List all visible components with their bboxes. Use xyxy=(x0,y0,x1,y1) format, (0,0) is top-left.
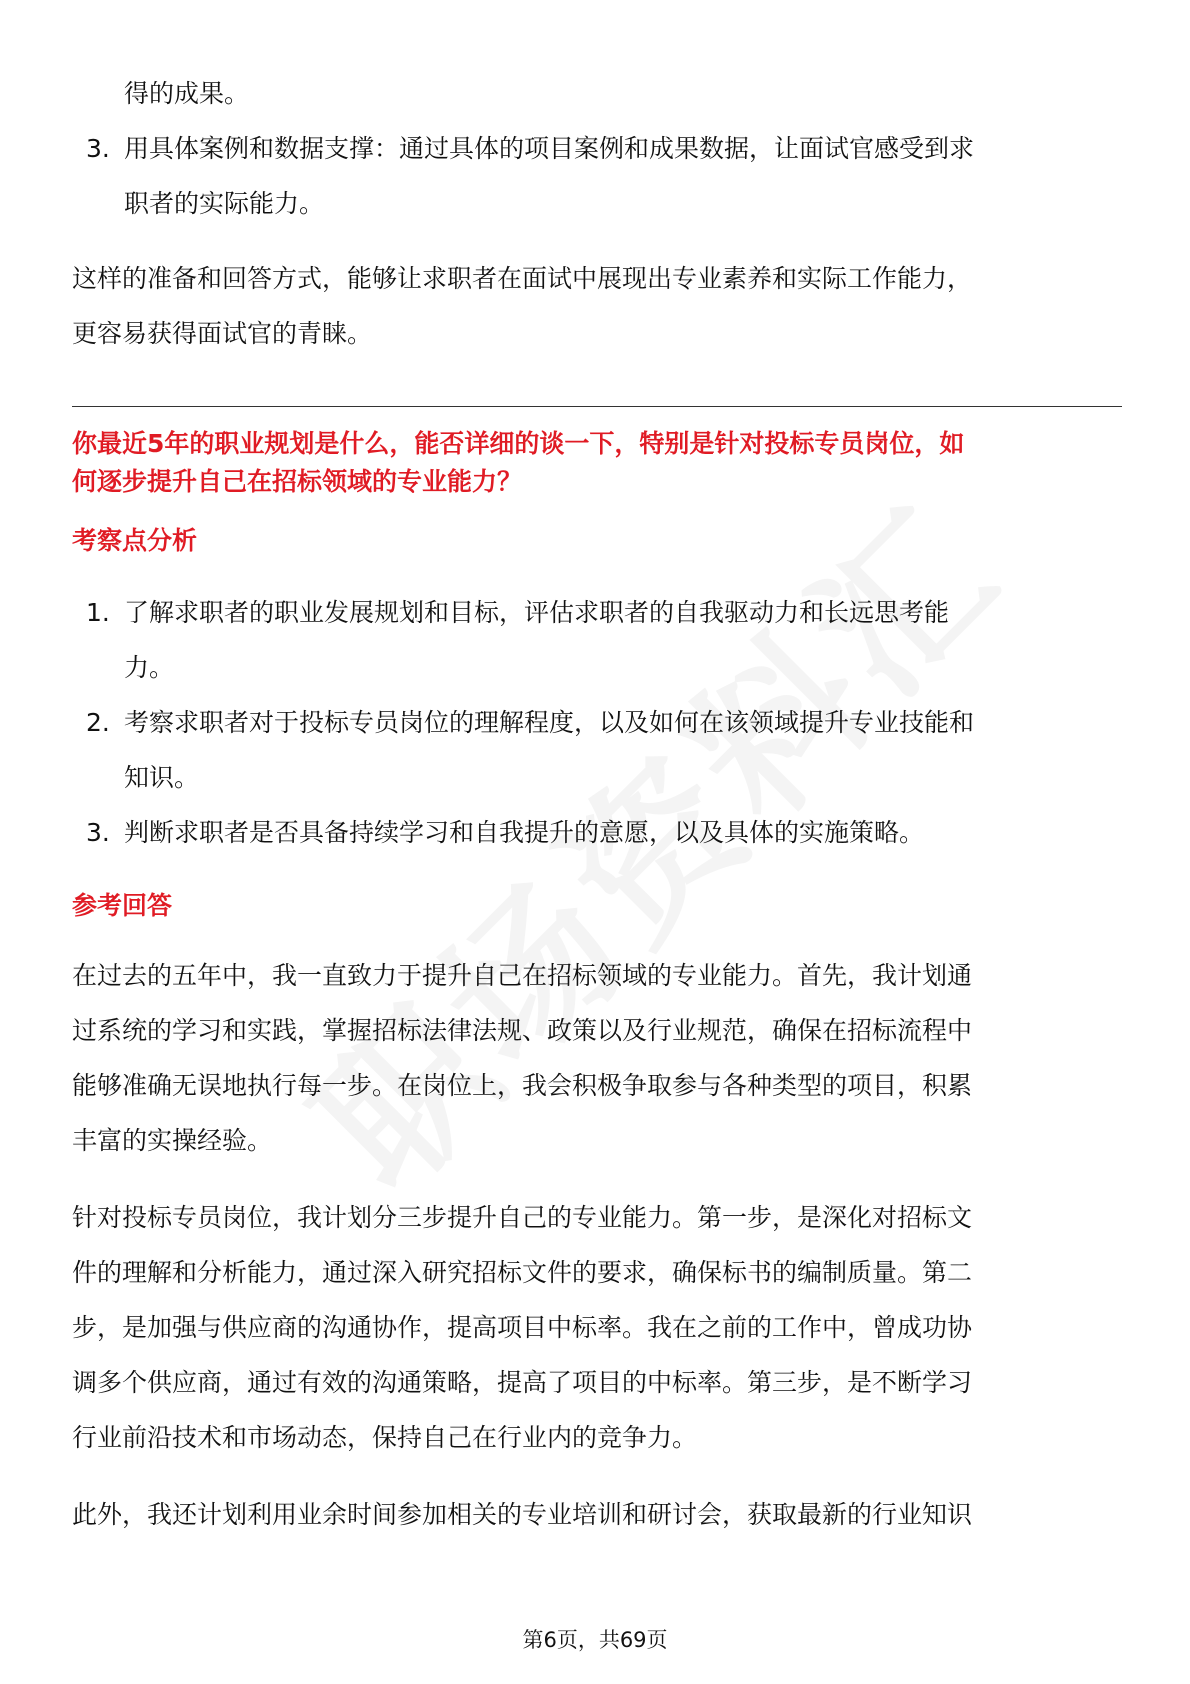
list-text: 判断求职者是否具备持续学习和自我提升的意愿，以及具体的实施策略。 xyxy=(124,818,925,847)
question-title xyxy=(72,425,1122,501)
analysis-heading: 考察点分析 xyxy=(72,526,198,555)
answer-paragraph xyxy=(72,1190,1122,1465)
list-item xyxy=(72,176,1122,231)
conclusion-paragraph xyxy=(72,251,1122,361)
paragraph-line: 件的理解和分析能力，通过深入研究招标文件的要求，确保标书的编制质量。第二 xyxy=(72,1258,973,1287)
paragraph-line: 针对投标专员岗位，我计划分三步提升自己的专业能力。第一步，是深化对招标文 xyxy=(72,1203,973,1232)
paragraph-line: 在过去的五年中，我一直致力于提升自己在招标领域的专业能力。首先，我计划通 xyxy=(72,961,973,990)
paragraph-line: 此外，我还计划利用业余时间参加相关的专业培训和研讨会，获取最新的行业知识 xyxy=(72,1500,973,1529)
list-text: 得的成果。 xyxy=(124,79,250,108)
list-text: 用具体案例和数据支撑：通过具体的项目案例和成果数据，让面试官感受到求 xyxy=(124,134,975,163)
paragraph-line: 丰富的实操经验。 xyxy=(72,1126,273,1155)
analysis-list xyxy=(72,585,1122,860)
section-divider xyxy=(72,406,1122,407)
list-number: 3. xyxy=(86,134,110,163)
list-item xyxy=(72,695,1122,805)
list-item xyxy=(72,121,1122,176)
list-number: 2. xyxy=(86,708,110,737)
list-number: 3. xyxy=(86,818,110,847)
page-number: 第6页，共69页 xyxy=(522,1628,668,1652)
paragraph-line: 这样的准备和回答方式，能够让求职者在面试中展现出专业素养和实际工作能力， xyxy=(72,264,973,293)
list-text: 了解求职者的职业发展规划和目标，评估求职者的自我驱动力和长远思考能 xyxy=(124,598,950,627)
page-content xyxy=(72,66,1122,1542)
list-text: 考察求职者对于投标专员岗位的理解程度，以及如何在该领域提升专业技能和 xyxy=(124,708,975,737)
paragraph-line: 能够准确无误地执行每一步。在岗位上，我会积极争取参与各种类型的项目，积累 xyxy=(72,1071,973,1100)
paragraph-line: 行业前沿技术和市场动态，保持自己在行业内的竞争力。 xyxy=(72,1423,698,1452)
list-text: 职者的实际能力。 xyxy=(124,189,325,218)
list-item xyxy=(72,585,1122,695)
question-line: 何逐步提升自己在招标领域的专业能力？ xyxy=(72,467,523,496)
paragraph-line: 步，是加强与供应商的沟通协作，提高项目中标率。我在之前的工作中，曾成功协 xyxy=(72,1313,973,1342)
list-text: 力。 xyxy=(124,653,175,682)
answer-heading: 参考回答 xyxy=(72,891,173,920)
paragraph-line: 调多个供应商，通过有效的沟通策略，提高了项目的中标率。第三步，是不断学习 xyxy=(72,1368,973,1397)
list-item xyxy=(72,805,1122,860)
question-line: 你最近5年的职业规划是什么，能否详细的谈一下，特别是针对投标专员岗位，如 xyxy=(72,429,965,458)
paragraph-line: 更容易获得面试官的青睐。 xyxy=(72,319,373,348)
list-text: 知识。 xyxy=(124,763,200,792)
list-number: 1. xyxy=(86,598,110,627)
top-list xyxy=(72,66,1122,231)
list-item xyxy=(72,66,1122,121)
paragraph-line: 过系统的学习和实践，掌握招标法律法规、政策以及行业规范，确保在招标流程中 xyxy=(72,1016,973,1045)
answer-paragraph xyxy=(72,1487,1122,1542)
answer-paragraph xyxy=(72,948,1122,1168)
